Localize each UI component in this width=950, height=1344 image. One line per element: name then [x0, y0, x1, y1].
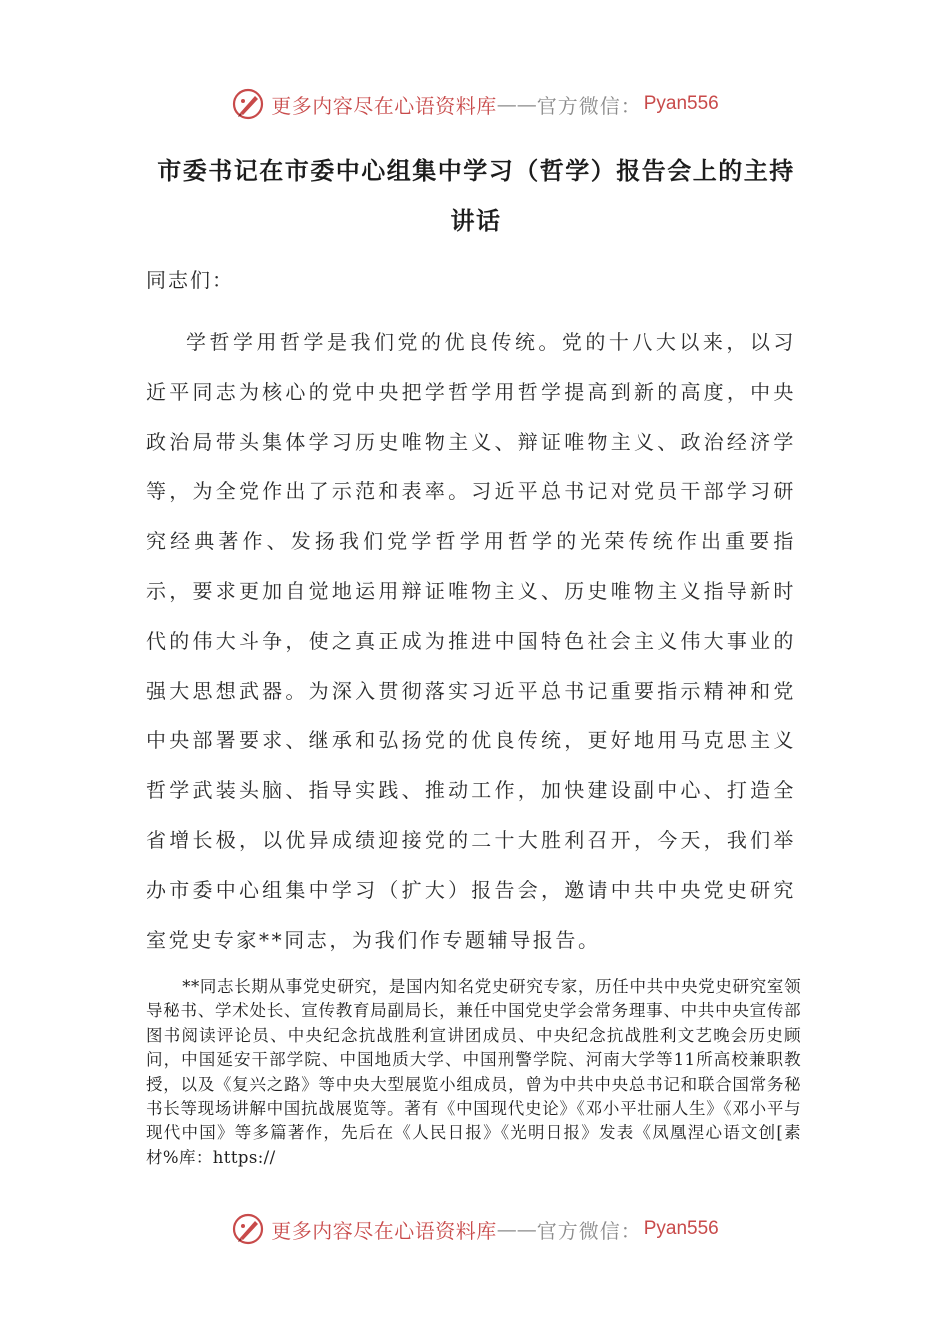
pen-logo-icon: [231, 87, 265, 121]
banner-main-text: 更多内容尽在心语资料库: [271, 93, 497, 118]
banner-wechat-label: 官方微信：: [536, 1218, 642, 1243]
bio-paragraph: **同志长期从事党史研究，是国内知名党史研究专家，历任中共中央党史研究室领导秘书、学术处长、宣传教育局副局长，兼任中国党史学会常务理事、中共中央宣传部图书阅读评论员、中央纪念抗战胜利宣讲团成员、中央纪念抗战胜利文艺晚会历史顾问，中国延安干部学院、中国地质大学、中国刑警学院、河南大学等11所高校兼职教授，以及《复兴之路》等中央大型展览小组成员，曾为中共中央总书记和联合国常务秘书长等现场讲解中国抗战展览等。著有《中国现代史论》《邓小平壮丽人生》《邓小平与现代中国》等多篇著作，先后在《人民日报》《光明日报》发表《凤凰涅心语文创[素材%库：https://: [146, 977, 801, 1167]
salutation: 同志们：: [146, 268, 234, 292]
header-banner: [0, 84, 950, 124]
banner-separator: ——: [496, 1217, 537, 1241]
banner-main-text: 更多内容尽在心语资料库: [271, 1218, 497, 1243]
body-paragraph: 学哲学用哲学是我们党的优良传统。党的十八大以来，以习近平同志为核心的党中央把学哲学用哲学提高到新的高度，中央政治局带头集体学习历史唯物主义、辩证唯物主义、政治经济学等，为全党作出了示范和表率。习近平总书记对党员干部学习研究经典著作、发扬我们党学哲学用哲学的光荣传统作出重要指示，要求更加自觉地运用辩证唯物主义、历史唯物主义指导新时代的伟大斗争，使之真正成为推进中国特色社会主义伟大事业的强大思想武器。为深入贯彻落实习近平总书记重要指示精神和党中央部署要求、继承和弘扬党的优良传统，更好地用马克思主义哲学武装头脑、指导实践、推动工作，加快建设副中心、打造全省增长极，以优异成绩迎接党的二十大胜利召开，今天，我们举办市委中心组集中学习（扩大）报告会，邀请中共中央党史研究室党史专家**同志，为我们作专题辅导报告。: [146, 330, 796, 952]
banner-wechat-label: 官方微信：: [536, 93, 642, 118]
banner-separator: ——: [496, 92, 537, 116]
pen-logo-icon: [231, 1212, 265, 1246]
footer-banner: [0, 1209, 950, 1249]
banner-wechat-id: Pyan556: [643, 93, 719, 114]
banner-wechat-id: Pyan556: [643, 1218, 719, 1239]
document-title: 市委书记在市委中心组集中学习（哲学）报告会上的主持讲话: [157, 157, 795, 235]
